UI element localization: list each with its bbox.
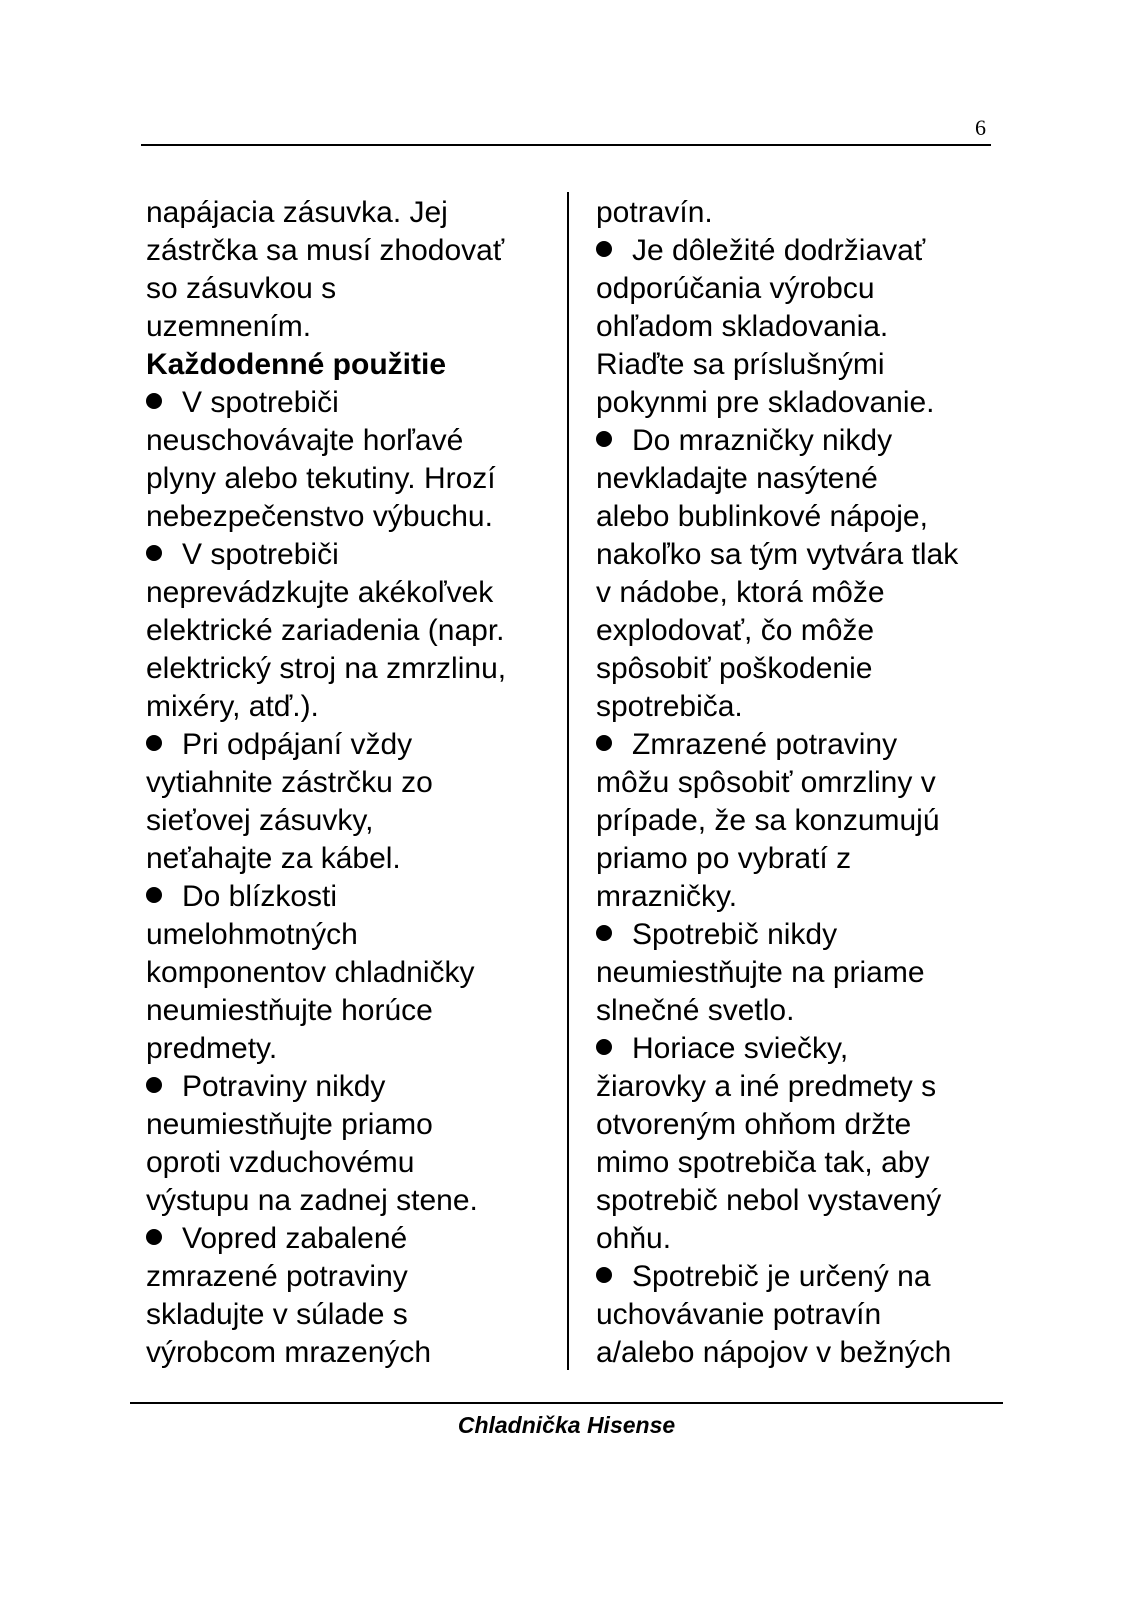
text-line	[146, 1030, 551, 1068]
line-text: potravín.	[596, 196, 713, 229]
bullet-icon	[596, 925, 612, 941]
text-line	[596, 308, 1006, 346]
line-text: mrazničky.	[596, 880, 738, 913]
text-line	[596, 1182, 1006, 1220]
text-line	[596, 194, 1006, 232]
text-line	[596, 954, 1006, 992]
text-line	[596, 1258, 1006, 1296]
line-text: umelohmotných	[146, 918, 358, 951]
bullet-icon	[146, 1229, 162, 1245]
line-text: spotrebič nebol vystavený	[596, 1184, 942, 1217]
text-line	[146, 384, 551, 422]
line-text: mixéry, atď.).	[146, 690, 319, 723]
line-text: Spotrebič nikdy	[632, 918, 838, 951]
line-text: Potraviny nikdy	[182, 1070, 386, 1103]
line-text: V spotrebiči	[182, 538, 339, 571]
line-text: V spotrebiči	[182, 386, 339, 419]
line-text: spôsobiť poškodenie	[596, 652, 873, 685]
line-text: spotrebiča.	[596, 690, 743, 723]
section-heading	[146, 346, 551, 384]
text-line	[596, 1220, 1006, 1258]
line-text: Zmrazené potraviny	[632, 728, 898, 761]
bullet-icon	[146, 545, 162, 561]
text-line	[596, 1106, 1006, 1144]
line-text: explodovať, čo môže	[596, 614, 875, 647]
text-line	[146, 878, 551, 916]
line-text: Každodenné použitie	[146, 348, 446, 381]
text-line	[146, 840, 551, 878]
line-text: Do blízkosti	[182, 880, 338, 913]
line-text: mimo spotrebiča tak, aby	[596, 1146, 930, 1179]
text-line	[146, 308, 551, 346]
line-text: predmety.	[146, 1032, 278, 1065]
line-text: Do mrazničky nikdy	[632, 424, 893, 457]
column-divider	[567, 192, 569, 1370]
text-line	[596, 460, 1006, 498]
line-text: odporúčania výrobcu	[596, 272, 875, 305]
right-column	[596, 194, 1006, 1372]
text-line	[596, 1030, 1006, 1068]
line-text: elektrické zariadenia (napr.	[146, 614, 505, 647]
text-line	[146, 422, 551, 460]
text-line	[146, 498, 551, 536]
text-line	[596, 726, 1006, 764]
text-line	[596, 688, 1006, 726]
line-text: priamo po vybratí z	[596, 842, 852, 875]
text-line	[146, 232, 551, 270]
text-line	[596, 384, 1006, 422]
text-line	[146, 270, 551, 308]
text-line	[146, 1296, 551, 1334]
line-text: Horiace sviečky,	[632, 1032, 849, 1065]
line-text: neumiestňujte na priame	[596, 956, 925, 989]
line-text: výrobcom mrazených	[146, 1336, 432, 1369]
text-line	[146, 194, 551, 232]
text-line	[146, 688, 551, 726]
text-line	[596, 802, 1006, 840]
line-text: Vopred zabalené	[182, 1222, 408, 1255]
line-text: sieťovej zásuvky,	[146, 804, 374, 837]
text-line	[146, 1144, 551, 1182]
line-text: slnečné svetlo.	[596, 994, 795, 1027]
text-line	[146, 726, 551, 764]
text-line	[596, 536, 1006, 574]
text-line	[146, 916, 551, 954]
line-text: pokynmi pre skladovanie.	[596, 386, 935, 419]
line-text: Je dôležité dodržiavať	[632, 234, 926, 267]
text-line	[146, 460, 551, 498]
line-text: nevkladajte nasýtené	[596, 462, 878, 495]
bullet-icon	[146, 393, 162, 409]
line-text: otvoreným ohňom držte	[596, 1108, 912, 1141]
text-line	[596, 1068, 1006, 1106]
text-line	[596, 650, 1006, 688]
text-line	[596, 498, 1006, 536]
bullet-icon	[596, 1039, 612, 1055]
line-text: v nádobe, ktorá môže	[596, 576, 885, 609]
header-divider	[141, 144, 991, 146]
text-line	[596, 270, 1006, 308]
text-line	[596, 764, 1006, 802]
line-text: skladujte v súlade s	[146, 1298, 408, 1331]
text-line	[146, 1258, 551, 1296]
text-line	[596, 1334, 1006, 1372]
line-text: neumiestňujte horúce	[146, 994, 433, 1027]
left-column	[146, 194, 551, 1372]
text-line	[146, 1068, 551, 1106]
line-text: uzemnením.	[146, 310, 312, 343]
line-text: ohňu.	[596, 1222, 672, 1255]
line-text: elektrický stroj na zmrzlinu,	[146, 652, 507, 685]
text-line	[146, 650, 551, 688]
line-text: neprevádzkujte akékoľvek	[146, 576, 494, 609]
line-text: neťahajte za kábel.	[146, 842, 401, 875]
text-line	[596, 612, 1006, 650]
text-line	[146, 574, 551, 612]
page-number: 6	[975, 115, 986, 140]
line-text: Riaďte sa príslušnými	[596, 348, 885, 381]
footer-divider	[130, 1402, 1003, 1404]
text-line	[146, 954, 551, 992]
text-line	[146, 802, 551, 840]
line-text: neuschovávajte horľavé	[146, 424, 464, 457]
line-text: a/alebo nápojov v bežných	[596, 1336, 952, 1369]
line-text: komponentov chladničky	[146, 956, 475, 989]
line-text: alebo bublinkové nápoje,	[596, 500, 928, 533]
line-text: zmrazené potraviny	[146, 1260, 408, 1293]
footer-title: Chladnička Hisense	[457, 1412, 676, 1438]
bullet-icon	[596, 735, 612, 751]
text-line	[596, 992, 1006, 1030]
text-line	[146, 1334, 551, 1372]
bullet-icon	[596, 1267, 612, 1283]
line-text: zástrčka sa musí zhodovať	[146, 234, 505, 267]
line-text: Pri odpájaní vždy	[182, 728, 413, 761]
line-text: vytiahnite zástrčku zo	[146, 766, 433, 799]
text-line	[146, 1220, 551, 1258]
line-text: výstupu na zadnej stene.	[146, 1184, 478, 1217]
line-text: so zásuvkou s	[146, 272, 337, 305]
bullet-icon	[596, 431, 612, 447]
text-line	[596, 1296, 1006, 1334]
text-line	[596, 346, 1006, 384]
line-text: prípade, že sa konzumujú	[596, 804, 940, 837]
line-text: oproti vzduchovému	[146, 1146, 415, 1179]
text-line	[146, 1106, 551, 1144]
text-line	[146, 992, 551, 1030]
line-text: uchovávanie potravín	[596, 1298, 882, 1331]
bullet-icon	[146, 1077, 162, 1093]
line-text: Spotrebič je určený na	[632, 1260, 931, 1293]
text-line	[596, 574, 1006, 612]
text-line	[146, 764, 551, 802]
text-line	[596, 878, 1006, 916]
text-line	[146, 1182, 551, 1220]
bullet-icon	[596, 241, 612, 257]
bullet-icon	[146, 735, 162, 751]
line-text: nebezpečenstvo výbuchu.	[146, 500, 493, 533]
text-line	[596, 1144, 1006, 1182]
text-line	[596, 422, 1006, 460]
line-text: nakoľko sa tým vytvára tlak	[596, 538, 959, 571]
line-text: môžu spôsobiť omrzliny v	[596, 766, 936, 799]
line-text: žiarovky a iné predmety s	[596, 1070, 937, 1103]
text-line	[596, 232, 1006, 270]
text-line	[596, 916, 1006, 954]
line-text: plyny alebo tekutiny. Hrozí	[146, 462, 496, 495]
text-line	[146, 612, 551, 650]
line-text: napájacia zásuvka. Jej	[146, 196, 448, 229]
line-text: neumiestňujte priamo	[146, 1108, 433, 1141]
text-line	[146, 536, 551, 574]
line-text: ohľadom skladovania.	[596, 310, 889, 343]
bullet-icon	[146, 887, 162, 903]
text-line	[596, 840, 1006, 878]
